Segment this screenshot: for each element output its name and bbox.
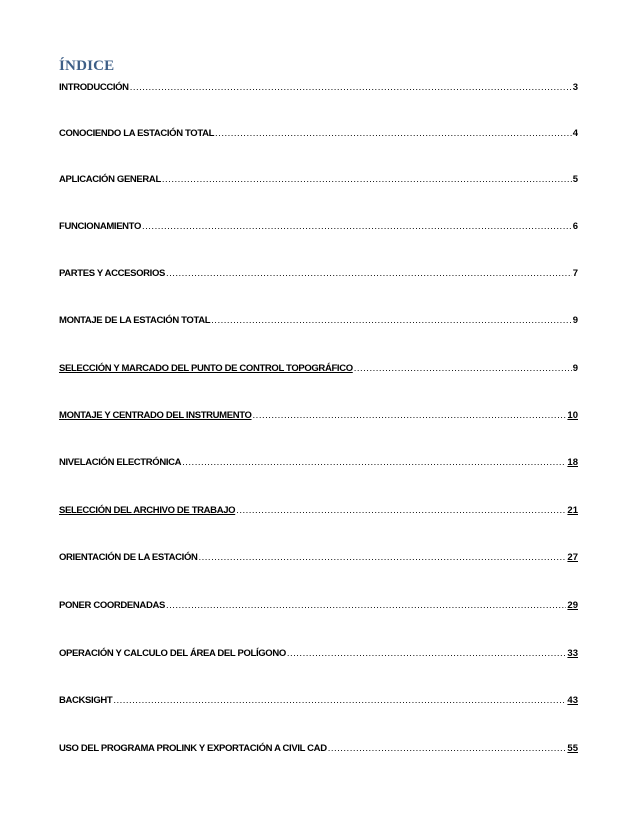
toc-entry-title: FUNCIONAMIENTO (59, 221, 142, 232)
toc-leader-dots (215, 127, 572, 141)
toc-entry-title: SELECCIÓN Y MARCADO DEL PUNTO DE CONTROL TOPOGRÁFICO (59, 363, 353, 374)
toc-entry-page: 3 (572, 82, 578, 93)
toc-leader-dots (211, 314, 572, 328)
toc-entry[interactable] (59, 362, 578, 376)
toc-leader-dots (142, 220, 572, 234)
toc-entry-title: CONOCIENDO LA ESTACIÓN TOTAL (59, 128, 215, 139)
toc-leader-dots (287, 647, 567, 661)
toc-entry[interactable] (59, 409, 578, 423)
toc-leader-dots (166, 267, 572, 281)
toc-leader-dots (354, 362, 572, 376)
toc-leader-dots (113, 694, 566, 708)
toc-entry-title: INTRODUCCIÓN (59, 82, 129, 93)
toc-entry[interactable] (59, 694, 578, 708)
toc-leader-dots (199, 551, 567, 565)
toc-entry[interactable] (59, 173, 578, 187)
toc-entry-title: OPERACIÓN Y CALCULO DEL ÁREA DEL POLÍGONO (59, 648, 286, 659)
toc-entry-title: APLICACIÓN GENERAL (59, 174, 161, 185)
toc-entry-title: PONER COORDENADAS (59, 600, 165, 611)
toc-entry-page: 10 (567, 410, 578, 421)
toc-entry-page: 6 (572, 221, 578, 232)
toc-entry[interactable] (59, 551, 578, 565)
toc-leader-dots (130, 81, 572, 95)
toc-entry-page: 29 (567, 600, 578, 611)
toc-entry-page: 7 (572, 268, 578, 279)
toc-entry[interactable] (59, 81, 578, 95)
toc-entry[interactable] (59, 742, 578, 756)
toc-entry-title: MONTAJE DE LA ESTACIÓN TOTAL (59, 315, 211, 326)
toc-entry[interactable] (59, 220, 578, 234)
toc-leader-dots (166, 599, 566, 613)
toc-entry-page: 43 (567, 695, 578, 706)
toc-heading: ÍNDICE (59, 58, 115, 74)
toc-entry-title: ORIENTACIÓN DE LA ESTACIÓN (59, 552, 198, 563)
toc-entry[interactable] (59, 456, 578, 470)
toc-leader-dots (253, 409, 567, 423)
toc-entry-title: PARTES Y ACCESORIOS (59, 268, 165, 279)
toc-entry-title: USO DEL PROGRAMA PROLINK Y EXPORTACIÓN A CIVIL CAD (59, 743, 327, 754)
toc-entry-page: 55 (567, 743, 578, 754)
toc-entry[interactable] (59, 314, 578, 328)
toc-entry[interactable] (59, 127, 578, 141)
toc-leader-dots (328, 742, 567, 756)
toc-entry[interactable] (59, 504, 578, 518)
toc-entry-page: 27 (567, 552, 578, 563)
toc-entry-page: 9 (572, 315, 578, 326)
toc-entry-title: SELECCIÓN DEL ARCHIVO DE TRABAJO (59, 505, 236, 516)
toc-entry-page: 18 (567, 457, 578, 468)
toc-entry-page: 21 (567, 505, 578, 516)
toc-entry-page: 9 (572, 363, 578, 374)
toc-entry[interactable] (59, 647, 578, 661)
toc-entry-page: 5 (572, 174, 578, 185)
toc-leader-dots (236, 504, 566, 518)
toc-entry-title: BACKSIGHT (59, 695, 113, 706)
toc-entry-title: MONTAJE Y CENTRADO DEL INSTRUMENTO (59, 410, 252, 421)
toc-entry-page: 4 (572, 128, 578, 139)
toc-entry[interactable] (59, 267, 578, 281)
toc-entry[interactable] (59, 599, 578, 613)
toc-entry-title: NIVELACIÓN ELECTRÓNICA (59, 457, 182, 468)
toc-entry-page: 33 (567, 648, 578, 659)
toc-leader-dots (162, 173, 572, 187)
toc-leader-dots (182, 456, 566, 470)
